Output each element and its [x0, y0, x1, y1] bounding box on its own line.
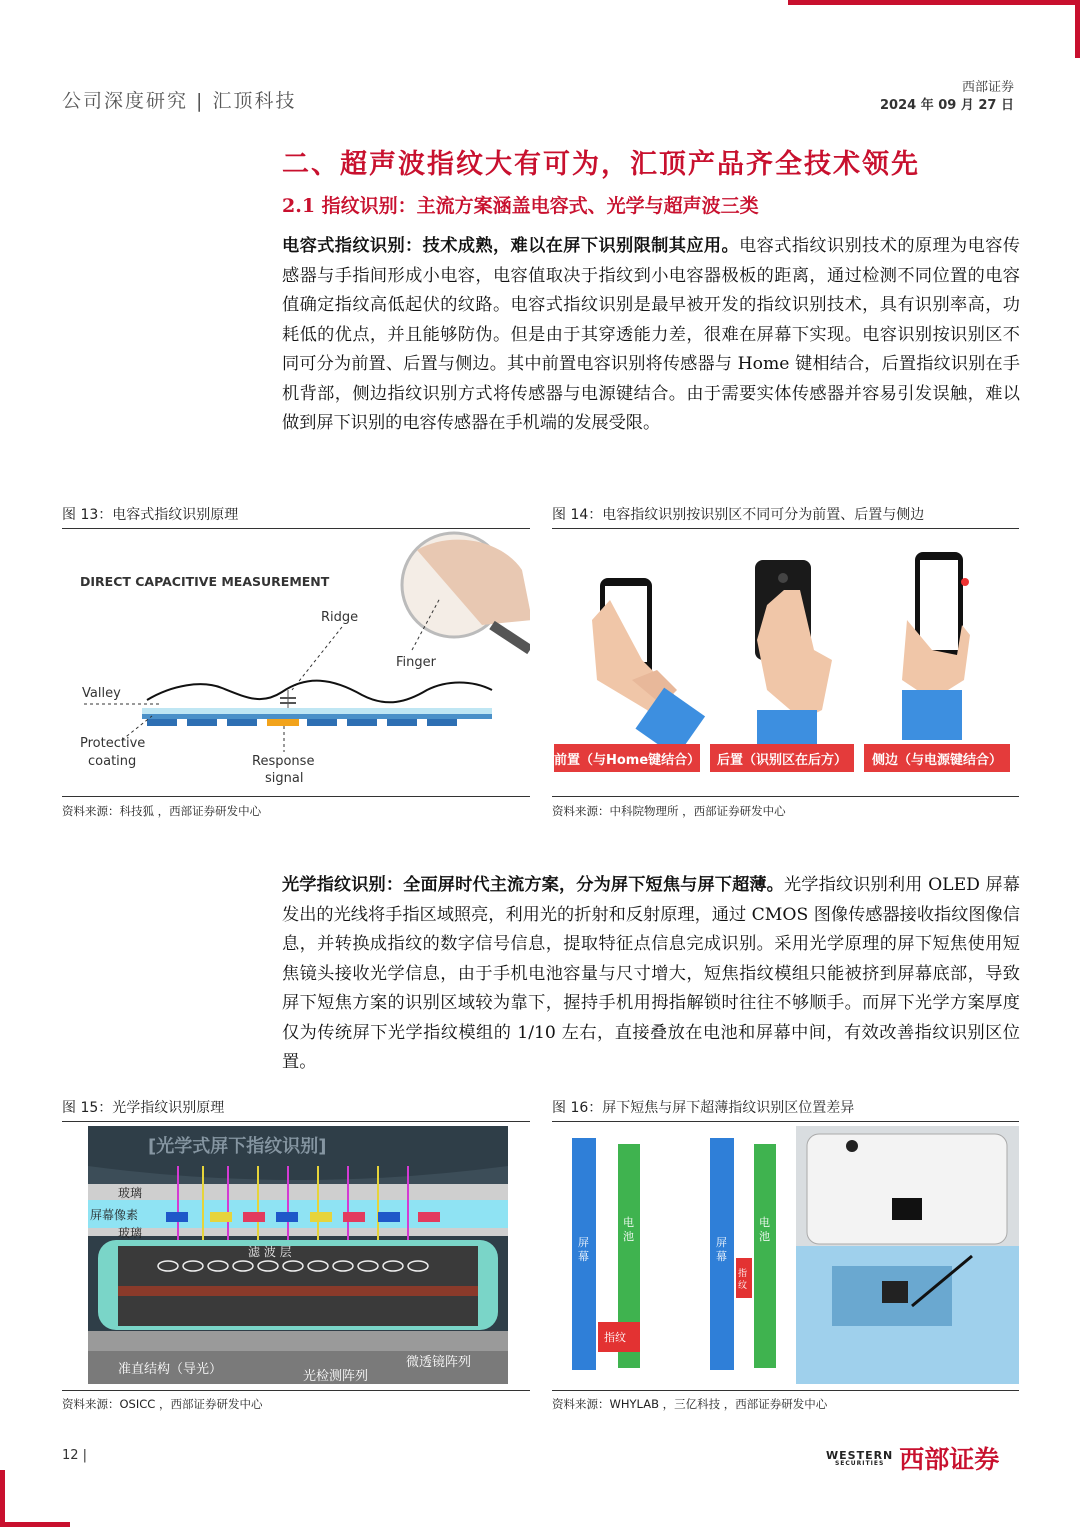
figure-14-rule [552, 528, 1019, 529]
label-microlens: 微透镜阵列 [406, 1355, 472, 1370]
label-fp-narrow-1: 指 [738, 1269, 748, 1279]
diagram-banner: [光学式屏下指纹识别] [148, 1136, 327, 1157]
base-layer [88, 1331, 508, 1351]
figure-16-bottom-rule [552, 1390, 1019, 1391]
active-sensor-plate [267, 719, 299, 726]
page-number: 12 | [62, 1448, 88, 1463]
sensor-substrate [142, 714, 492, 719]
label-glass-top: 玻璃 [118, 1186, 143, 1200]
label-battery-b-2: 池 [759, 1230, 770, 1243]
label-response-2: signal [265, 771, 304, 786]
figure-14-bottom-rule [552, 796, 1019, 797]
phone-shell [807, 1134, 1007, 1244]
paragraph-body: 光学指纹识别利用 OLED 屏幕发出的光线将手指区域照亮，利用光的折射和反射原理，通过 CMOS 图像传感器接收指纹图像信息，并转换成指纹的数字信号信息，提取特征点信息完成识别。采用光学原理的屏下短焦使用短焦镜头接收光学信息，由于手机电池容量与尺寸增大，短焦指纹模组只能被挤到屏幕底部，导致屏下短焦方案的识别区域较为靠下，握持手机用拇指解锁时往往不够顺手。而屏下光学方案厚度仅为传统屏下光学指纹模组的 1/10 左右，直接叠放在电池和屏幕中间，有效改善指纹识别区位置。 [282, 875, 1020, 1072]
paragraph-lead: 电容式指纹识别：技术成熟，难以在屏下识别限制其应用。 [282, 236, 740, 256]
tag-front-home: 前置（与Home键结合） [554, 744, 700, 772]
label-detector: 光检测阵列 [303, 1369, 369, 1384]
label-coating-2: coating [88, 754, 137, 769]
fingerprint-wave [147, 681, 492, 703]
figure-15-title: 图 15：光学指纹识别原理 [62, 1100, 225, 1116]
fp-sensor-chip [882, 1281, 908, 1303]
label-finger: Finger [396, 655, 436, 670]
tag-side-power: 侧边（与电源键结合） [864, 744, 1010, 772]
figure-16-image [552, 1126, 1019, 1384]
header-date: 2024 年 09 月 27 日 [880, 98, 1014, 113]
figure-13-title: 图 13：电容式指纹识别原理 [62, 507, 239, 523]
magnifier-handle [492, 625, 530, 650]
phone-front [592, 578, 705, 757]
detector-array [118, 1286, 478, 1296]
corner-decoration-top-right [788, 0, 1080, 58]
sensor-plates [147, 719, 457, 726]
paragraph-capacitive [282, 232, 1020, 439]
label-coating-1: Protective [80, 736, 146, 751]
figure-15-bottom-rule [62, 1390, 530, 1391]
optical-diagram [88, 1126, 508, 1384]
figure-14-title: 图 14：电容指纹识别按识别区不同可分为前置、后置与侧边 [552, 507, 925, 523]
figure-16-title: 图 16：屏下短焦与屏下超薄指纹识别区位置差异 [552, 1100, 855, 1116]
figure-13-bottom-rule [62, 796, 530, 797]
label-fp-narrow-2: 纹 [738, 1281, 748, 1291]
logo-english-main: WESTERN [826, 1448, 894, 1462]
label-response-1: Response [252, 754, 315, 769]
brand-logo [826, 1440, 999, 1476]
header-company: 西部证券 [961, 80, 1014, 95]
label-screen-a-2: 幕 [578, 1250, 589, 1263]
label-collimator: 准直结构（导光） [118, 1362, 223, 1377]
logo-english [826, 1450, 893, 1467]
logo-chinese: 西部证券 [899, 1445, 1000, 1474]
label-screen-a-1: 屏 [578, 1236, 589, 1249]
figure-15-source: 资料来源：OSICC ，西部证券研发中心 [62, 1397, 263, 1411]
figure-13-image [62, 530, 530, 792]
figure-15-rule [62, 1121, 530, 1122]
fp-module-top [892, 1198, 922, 1220]
figure-14-source: 资料来源：中科院物理所 ，西部证券研发中心 [552, 804, 786, 818]
protective-coating-layer [142, 708, 492, 714]
figure-13-source: 资料来源：科技狐 ，西部证券研发中心 [62, 804, 262, 818]
label-glass-bottom: 玻璃 [118, 1226, 143, 1240]
label-battery-b-1: 电 [759, 1216, 770, 1229]
label-pixels: 屏幕像素 [90, 1208, 139, 1222]
paragraph-body: 电容式指纹识别技术的原理为电容传感器与手指间形成小电容，电容值取决于指纹到小电容器极板的距离，通过检测不同位置的电容值确定指纹高低起伏的纹路。电容式指纹识别是最早被开发的指纹识别技术，具有识别率高，功耗低的优点，并且能够防伪。但是由于其穿透能力差，很难在屏幕下实现。电容识别按识别区不同可分为前置、后置与侧边。其中前置电容识别将传感器与 Home 键相结合，后置指纹识别在手机背部，侧边指纹识别方式将传感器与电源键结合。由于需要实体传感器并容易引发误触，难以做到屏下识别的电容传感器在手机端的发展受限。 [282, 236, 1020, 433]
label-valley: Valley [82, 686, 121, 701]
ultra-thin-battery [754, 1144, 776, 1368]
logo-english-sub: SECURITIES [834, 1459, 885, 1467]
figure-15-image [88, 1126, 508, 1384]
label-fp-wide: 指纹 [604, 1331, 626, 1344]
label-filter: 滤 波 层 [248, 1245, 292, 1259]
glass-bottom-layer [88, 1228, 508, 1236]
position-diagram [552, 1126, 1019, 1384]
figure-13-rule [62, 528, 530, 529]
paragraph-optical [282, 871, 1020, 1078]
header-report-type: 公司深度研究 | 汇顶科技 [62, 90, 297, 112]
paragraph-lead: 光学指纹识别：全面屏时代主流方案，分为屏下短焦与屏下超薄。 [282, 875, 784, 895]
figure-16-source: 资料来源：WHYLAB ，三亿科技 ，西部证券研发中心 [552, 1397, 828, 1411]
figure-16-rule [552, 1121, 1019, 1122]
section-title: 二、超声波指纹大有可为，汇顶产品齐全技术领先 [282, 149, 920, 180]
phone-side [902, 552, 970, 740]
camera-hole [846, 1140, 858, 1152]
section-subtitle: 2.1 指纹识别：主流方案涵盖电容式、光学与超声波三类 [282, 195, 759, 217]
diagram-heading: DIRECT CAPACITIVE MEASUREMENT [80, 574, 330, 589]
phone-back [755, 560, 832, 750]
label-battery-a-2: 池 [623, 1230, 634, 1243]
tag-rear: 后置（识别区在后方） [710, 744, 854, 772]
label-battery-a-1: 电 [623, 1216, 634, 1229]
label-ridge: Ridge [321, 610, 359, 625]
corner-decoration-bottom-left [0, 1470, 70, 1527]
label-screen-b-2: 幕 [716, 1250, 727, 1263]
glass-top-layer [88, 1184, 508, 1200]
label-screen-b-1: 屏 [716, 1236, 727, 1249]
capacitive-diagram [62, 530, 530, 792]
